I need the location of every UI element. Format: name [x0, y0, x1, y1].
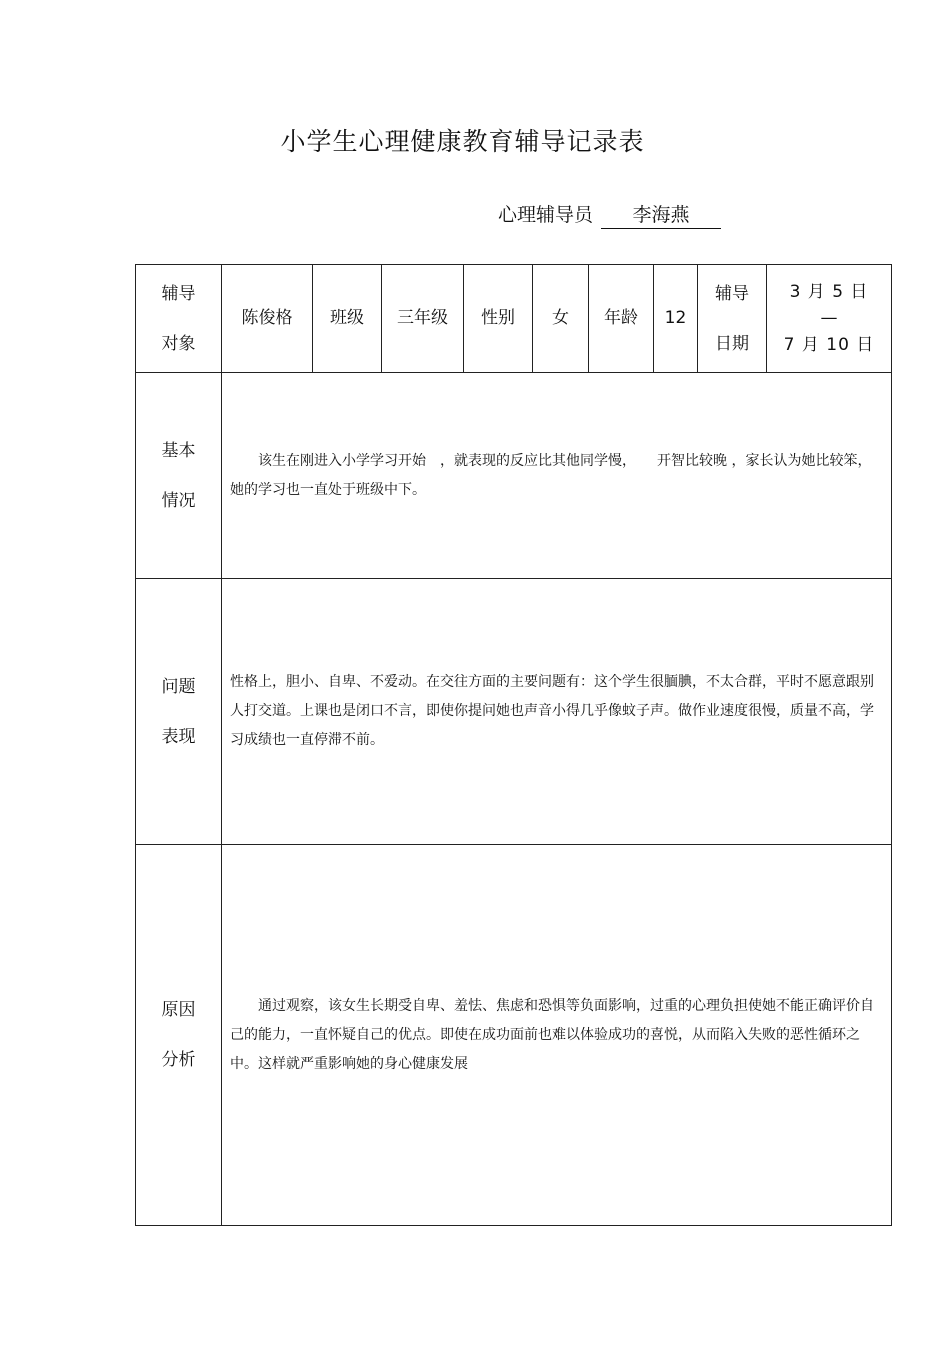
- date-value-cell: [767, 265, 892, 373]
- gender-value-cell: 女: [533, 265, 589, 373]
- subject-label-line1: 辅导: [161, 283, 196, 304]
- age-label-cell: 年龄: [589, 265, 654, 373]
- cause-label-line1: 原因: [161, 1000, 196, 1020]
- student-name-cell: 陈俊格: [222, 265, 313, 373]
- cause-row: [136, 845, 892, 1226]
- date-start: 3 月 5 日: [789, 281, 869, 302]
- record-table: [135, 264, 892, 1226]
- problem-content-cell: 性格上，胆小、自卑、不爱动。在交往方面的主要问题有：这个学生很腼腆，不太合群，平时不愿意跟别人打交道。上课也是闭口不言，即使你提问她也声音小得几乎像蚊子声。做作业速度很慢，质量不高，学习成绩也一直停滞不前。: [222, 579, 892, 845]
- subject-label-cell: [136, 265, 222, 373]
- document-title: 小学生心理健康教育辅导记录表: [280, 127, 645, 156]
- age-value-cell: 12: [654, 265, 698, 373]
- cause-label-cell: [136, 845, 222, 1226]
- date-label-cell: [698, 265, 767, 373]
- counselor-label: 心理辅导员: [498, 204, 594, 226]
- cause-label-line2: 分析: [161, 1050, 196, 1070]
- date-end: 7 月 10 日: [783, 334, 875, 355]
- date-label-line1: 辅导: [715, 283, 749, 304]
- basic-label-cell: [136, 373, 222, 579]
- basic-content-cell: 该生在刚进入小学学习开始 ，就表现的反应比其他同学慢， 开智比较晚 ，家长认为她比较笨，她的学习也一直处于班级中下。: [222, 373, 892, 579]
- basic-label-line2: 情况: [161, 490, 196, 511]
- counselor-name: 李海燕: [601, 200, 721, 229]
- class-value-cell: 三年级: [382, 265, 464, 373]
- counselor-line: [498, 200, 721, 229]
- cause-content-cell: 通过观察，该女生长期受自卑、羞怯、焦虑和恐惧等负面影响，过重的心理负担使她不能正确评价自己的能力，一直怀疑自己的优点。即使在成功面前也难以体验成功的喜悦，从而陷入失败的恶性循环之中。这样就严重影响她的身心健康发展: [222, 845, 892, 1226]
- gender-label-cell: 性别: [464, 265, 533, 373]
- problem-label-cell: [136, 579, 222, 845]
- subject-label-line2: 对象: [161, 333, 196, 354]
- date-separator: —: [820, 308, 838, 329]
- basic-row: [136, 373, 892, 579]
- problem-row: [136, 579, 892, 845]
- class-label-cell: 班级: [313, 265, 382, 373]
- header-row: [136, 265, 892, 373]
- problem-label-line2: 表现: [161, 726, 196, 747]
- date-label-line2: 日期: [715, 333, 749, 354]
- problem-label-line1: 问题: [161, 676, 196, 697]
- basic-label-line1: 基本: [161, 440, 196, 461]
